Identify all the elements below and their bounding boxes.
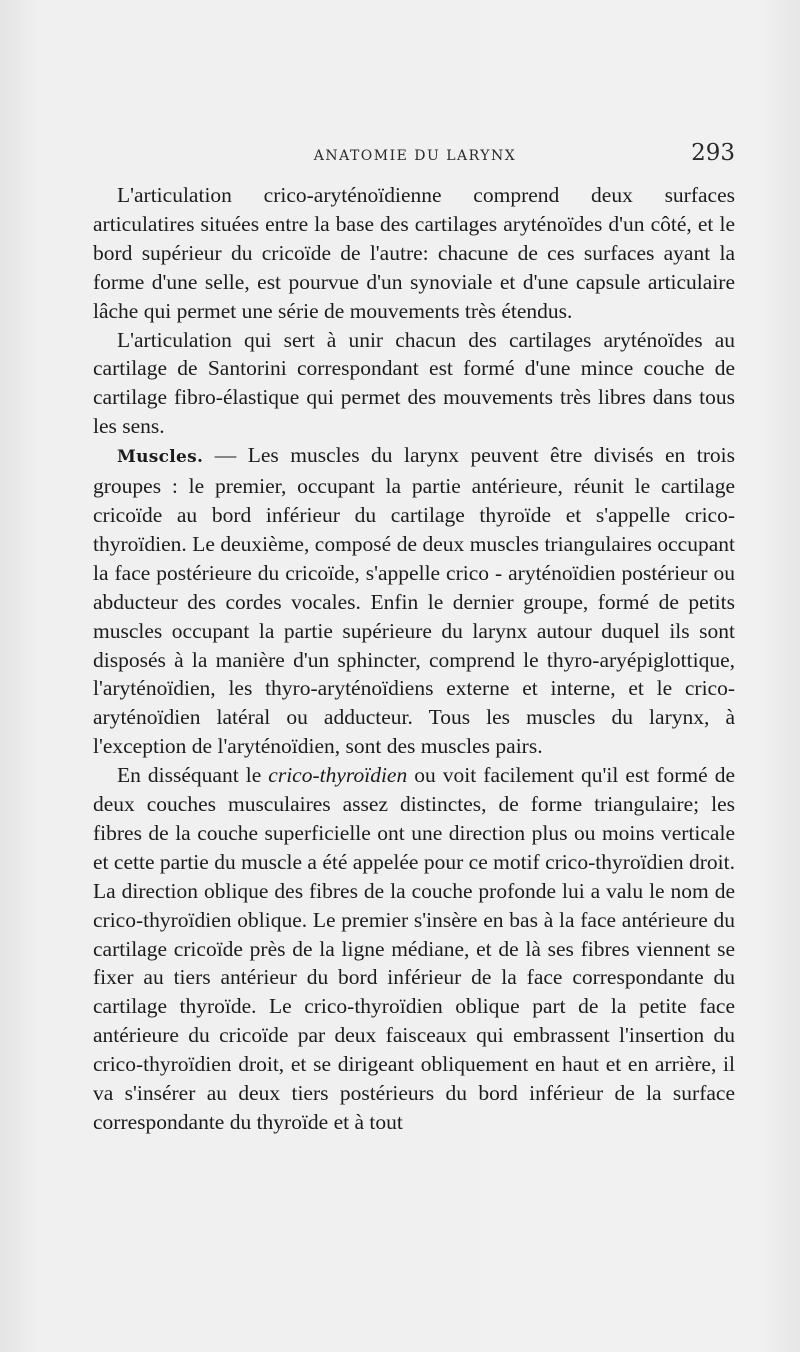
paragraph-articulation-crico-arytenoidienne: L'articulation crico-aryténoïdienne comprend deux surfaces articulatires situées entre la base des cartilages aryténoïdes d'un côté, et le bord supérieur du cricoïde de l'autre: chacune de ces surfaces ayant la forme d'une selle, est pourvue d'un synoviale et d'une capsule articulaire lâche qui permet une série de mouvements très étendus. (93, 183, 735, 323)
paragraph-muscles (93, 441, 735, 761)
paragraph-articulation-santorini: L'articulation qui sert à unir chacun des cartilages aryténoïdes au cartilage de Santorini correspondant est formé d'une mince couche de cartilage fibro-élastique qui permet des mouvements très libres dans tous les sens. (93, 327, 735, 439)
section-heading-muscles: Muscles. (117, 447, 204, 468)
running-title: ANATOMIE DU LARYNX (313, 148, 517, 164)
italic-term-crico-thyroidien: crico-thyroïdien (268, 763, 408, 788)
paragraph-crico-thyroidien-lead: En disséquant le (117, 763, 269, 788)
page-number: 293 (691, 140, 735, 166)
paragraph-crico-thyroidien-text: ou voit facilement qu'il est formé de deux couches musculaires assez distinctes, de forme triangulaire; les fibres de la couche superficielle ont une direction plus ou moins verticale et cette partie du muscle a été appelée pour ce motif crico-thyroïdien droit. La direction oblique des fibres de la couche profonde lui a valu le nom de crico-thyroïdien oblique. Le premier s'insère en bas à la face antérieure du cartilage cricoïde près de la ligne médiane, et de là ses fibres viennent se fixer au tiers antérieur du bord inférieur de la face correspondante du cartilage thyroïde. Le crico-thyroïdien oblique part de la petite face antérieure du cricoïde par deux faisceaux qui embrassent l'insertion du crico-thyroïdien droit, et se dirigeant obliquement en haut et en arrière, il va s'insérer au deux tiers postérieurs du bord inférieur de la surface correspondante du thyroïde et à tout (93, 763, 735, 1134)
body-text (93, 181, 735, 1137)
paragraph-muscles-text: — Les muscles du larynx peuvent être divisés en trois groupes : le premier, occupant la partie antérieure, réunit le cartilage cricoïde au bord inférieur du cartilage thyroïde et s'appelle crico-thyroïdien. Le deuxième, composé de deux muscles triangulaires occupant la face postérieure du cricoïde, s'appelle crico - aryténoïdien postérieur ou abducteur des cordes vocales. Enfin le dernier groupe, formé de petits muscles occupant la partie supérieure du larynx autour duquel ils sont disposés à la manière d'un sphincter, comprend le thyro-aryépiglottique, l'aryténoïdien, les thyro-aryténoïdiens externe et interne, et le crico-aryténoïdien latéral ou adducteur. Tous les muscles du larynx, à l'exception de l'aryténoïdien, sont des muscles pairs. (93, 443, 735, 759)
running-head (95, 140, 735, 180)
paragraph-crico-thyroidien (93, 761, 735, 1137)
